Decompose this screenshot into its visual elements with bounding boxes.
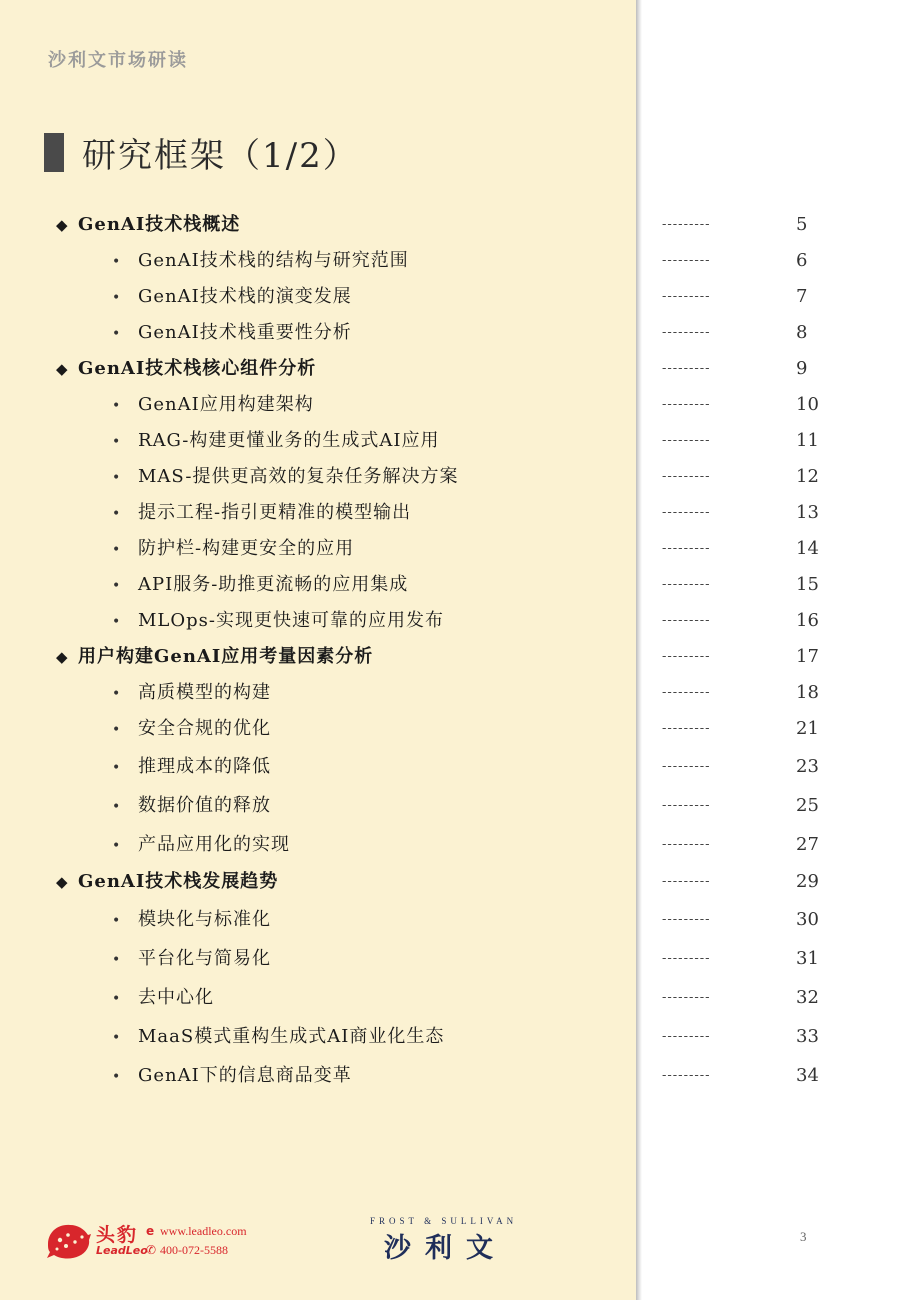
toc-leader-dashes: --------- (662, 951, 711, 966)
toc-leader-dashes: --------- (662, 253, 711, 268)
toc-item-row[interactable] (0, 906, 900, 934)
toc-label-text: 去中心化 (138, 987, 214, 1008)
dot-bullet-icon: • (112, 913, 122, 929)
dot-bullet-icon: • (112, 991, 122, 1007)
toc-item-row[interactable] (0, 463, 900, 491)
toc-page-number: 21 (796, 718, 819, 739)
toc-item-row[interactable] (0, 607, 900, 635)
toc-leader-dashes: --------- (662, 1029, 711, 1044)
toc-label-text: API服务-助推更流畅的应用集成 (138, 574, 409, 595)
toc-item-label (112, 679, 271, 708)
toc-leader-dashes: --------- (662, 912, 711, 927)
toc-label-text: 安全合规的优化 (138, 718, 271, 739)
toc-leader-dashes: --------- (662, 397, 711, 412)
toc-page-number: 15 (796, 574, 819, 595)
dot-bullet-icon: • (112, 722, 122, 738)
toc-label-text: GenAI技术栈核心组件分析 (78, 358, 317, 379)
toc-page-number: 9 (796, 358, 808, 379)
dot-bullet-icon: • (112, 506, 122, 522)
toc-label-text: MAS-提供更高效的复杂任务解决方案 (138, 466, 459, 487)
toc-label-text: 数据价值的释放 (138, 795, 271, 816)
toc-page-number: 25 (796, 795, 819, 816)
toc-label-text: 用户构建GenAI应用考量因素分析 (78, 646, 374, 667)
dot-bullet-icon: • (112, 326, 122, 342)
toc-section-row[interactable] (0, 211, 900, 239)
dot-bullet-icon: • (112, 1069, 122, 1085)
toc-label-text: GenAI技术栈概述 (78, 214, 241, 235)
toc-item-label (112, 391, 314, 420)
toc-leader-dashes: --------- (662, 1068, 711, 1083)
toc-leader-dashes: --------- (662, 613, 711, 628)
footer-website[interactable] (146, 1224, 247, 1239)
toc-leader-dashes: --------- (662, 433, 711, 448)
dot-bullet-icon: • (112, 398, 122, 414)
toc-section-label (56, 643, 373, 671)
frost-sullivan-logo-cn: 沙利文 (384, 1233, 507, 1264)
dot-bullet-icon: • (112, 838, 122, 854)
toc-leader-dashes: --------- (662, 325, 711, 340)
toc-page-number: 13 (796, 502, 819, 523)
toc-label-text: GenAI下的信息商品变革 (138, 1065, 352, 1086)
toc-section-row[interactable] (0, 868, 900, 896)
toc-page-number: 16 (796, 610, 819, 631)
dot-bullet-icon: • (112, 542, 122, 558)
toc-item-label (112, 753, 271, 782)
toc-label-text: GenAI应用构建架构 (138, 394, 314, 415)
toc-item-label (112, 499, 411, 528)
toc-page-number: 11 (796, 430, 819, 451)
web-icon: e (146, 1224, 155, 1238)
toc-item-label (112, 945, 271, 974)
toc-leader-dashes: --------- (662, 469, 711, 484)
toc-leader-dashes: --------- (662, 577, 711, 592)
toc-item-label (112, 319, 352, 348)
toc-page-number: 29 (796, 871, 819, 892)
toc-page-number: 8 (796, 322, 808, 343)
leadleo-leopard-logo-icon (44, 1218, 92, 1260)
footer-phone (146, 1243, 228, 1258)
toc-label-text: 提示工程-指引更精准的模型输出 (138, 502, 412, 523)
toc-item-label (112, 1023, 444, 1052)
toc-item-label (112, 1062, 352, 1091)
toc-item-row[interactable] (0, 831, 900, 859)
toc-leader-dashes: --------- (662, 874, 711, 889)
dot-bullet-icon: • (112, 434, 122, 450)
diamond-bullet-icon: ◆ (56, 216, 69, 234)
toc-item-row[interactable] (0, 1023, 900, 1051)
toc-page-number: 6 (796, 250, 808, 271)
header-brand: 沙利文市场研读 (48, 50, 188, 71)
toc-item-row[interactable] (0, 535, 900, 563)
diamond-bullet-icon: ◆ (56, 648, 69, 666)
toc-leader-dashes: --------- (662, 759, 711, 774)
toc-page-number: 34 (796, 1065, 819, 1086)
toc-page-number: 14 (796, 538, 819, 559)
phone-icon: ✆ (146, 1243, 157, 1257)
toc-section-label (56, 355, 316, 383)
toc-page-number: 30 (796, 909, 819, 930)
dot-bullet-icon: • (112, 470, 122, 486)
toc-leader-dashes: --------- (662, 837, 711, 852)
toc-section-label (56, 211, 240, 239)
toc-section-label (56, 868, 278, 896)
toc-label-text: 防护栏-构建更安全的应用 (138, 538, 355, 559)
toc-page-number: 31 (796, 948, 819, 969)
toc-leader-dashes: --------- (662, 649, 711, 664)
toc-leader-dashes: --------- (662, 721, 711, 736)
toc-page-number: 12 (796, 466, 819, 487)
dot-bullet-icon: • (112, 686, 122, 702)
toc-section-row[interactable] (0, 643, 900, 671)
toc-item-label (112, 463, 459, 492)
dot-bullet-icon: • (112, 799, 122, 815)
diamond-bullet-icon: ◆ (56, 873, 69, 891)
toc-item-row[interactable] (0, 1062, 900, 1090)
toc-item-row[interactable] (0, 984, 900, 1012)
leadleo-brand-cn: 头豹 (96, 1224, 139, 1246)
toc-item-label (112, 906, 271, 935)
toc-item-row[interactable] (0, 283, 900, 311)
toc-label-text: 高质模型的构建 (138, 682, 271, 703)
toc-item-label (112, 427, 439, 456)
title-accent-bar (44, 133, 64, 172)
toc-label-text: 产品应用化的实现 (138, 834, 290, 855)
toc-item-label (112, 247, 409, 276)
toc-item-row[interactable] (0, 792, 900, 820)
dot-bullet-icon: • (112, 952, 122, 968)
page-title: 研究框架（1/2） (82, 136, 359, 176)
toc-page-number: 27 (796, 834, 819, 855)
toc-page-number: 23 (796, 756, 819, 777)
toc-label-text: GenAI技术栈发展趋势 (78, 871, 279, 892)
toc-item-row[interactable] (0, 945, 900, 973)
toc-page-number: 17 (796, 646, 819, 667)
toc-page-number: 18 (796, 682, 819, 703)
toc-item-row[interactable] (0, 391, 900, 419)
toc-item-row[interactable] (0, 247, 900, 275)
toc-label-text: MaaS模式重构生成式AI商业化生态 (138, 1026, 445, 1047)
toc-page-number: 33 (796, 1026, 819, 1047)
toc-leader-dashes: --------- (662, 798, 711, 813)
toc-item-label (112, 607, 444, 636)
toc-item-row[interactable] (0, 499, 900, 527)
toc-item-row[interactable] (0, 571, 900, 599)
toc-item-label (112, 571, 408, 600)
toc-item-label (112, 792, 271, 821)
toc-label-text: RAG-构建更懂业务的生成式AI应用 (138, 430, 440, 451)
toc-leader-dashes: --------- (662, 990, 711, 1005)
toc-item-row[interactable] (0, 679, 900, 707)
toc-item-row[interactable] (0, 753, 900, 781)
toc-leader-dashes: --------- (662, 505, 711, 520)
toc-item-label (112, 535, 354, 564)
dot-bullet-icon: • (112, 614, 122, 630)
toc-page-number: 32 (796, 987, 819, 1008)
toc-label-text: GenAI技术栈的演变发展 (138, 286, 352, 307)
toc-label-text: GenAI技术栈的结构与研究范围 (138, 250, 409, 271)
toc-item-label (112, 831, 290, 860)
toc-item-row[interactable] (0, 319, 900, 347)
toc-item-label (112, 715, 271, 744)
toc-label-text: 模块化与标准化 (138, 909, 271, 930)
toc-page-number: 7 (796, 286, 808, 307)
dot-bullet-icon: • (112, 578, 122, 594)
leadleo-brand-en: LeadLeo (96, 1244, 148, 1257)
toc-leader-dashes: --------- (662, 541, 711, 556)
phone-text: 400-072-5588 (160, 1243, 228, 1257)
frost-sullivan-logo-en: FROST & SULLIVAN (370, 1216, 518, 1226)
dot-bullet-icon: • (112, 1030, 122, 1046)
toc-label-text: 推理成本的降低 (138, 756, 271, 777)
toc-page-number: 10 (796, 394, 819, 415)
toc-label-text: MLOps-实现更快速可靠的应用发布 (138, 610, 444, 631)
toc-leader-dashes: --------- (662, 361, 711, 376)
dot-bullet-icon: • (112, 290, 122, 306)
toc-page-number: 5 (796, 214, 808, 235)
toc-label-text: 平台化与简易化 (138, 948, 271, 969)
website-text: www.leadleo.com (160, 1224, 247, 1238)
dot-bullet-icon: • (112, 760, 122, 776)
toc-item-label (112, 984, 214, 1013)
toc-section-row[interactable] (0, 355, 900, 383)
diamond-bullet-icon: ◆ (56, 360, 69, 378)
toc-leader-dashes: --------- (662, 289, 711, 304)
page-number: 3 (800, 1229, 807, 1244)
toc-label-text: GenAI技术栈重要性分析 (138, 322, 352, 343)
toc-leader-dashes: --------- (662, 217, 711, 232)
dot-bullet-icon: • (112, 254, 122, 270)
toc-item-row[interactable] (0, 715, 900, 743)
toc-leader-dashes: --------- (662, 685, 711, 700)
toc-item-label (112, 283, 352, 312)
toc-item-row[interactable] (0, 427, 900, 455)
